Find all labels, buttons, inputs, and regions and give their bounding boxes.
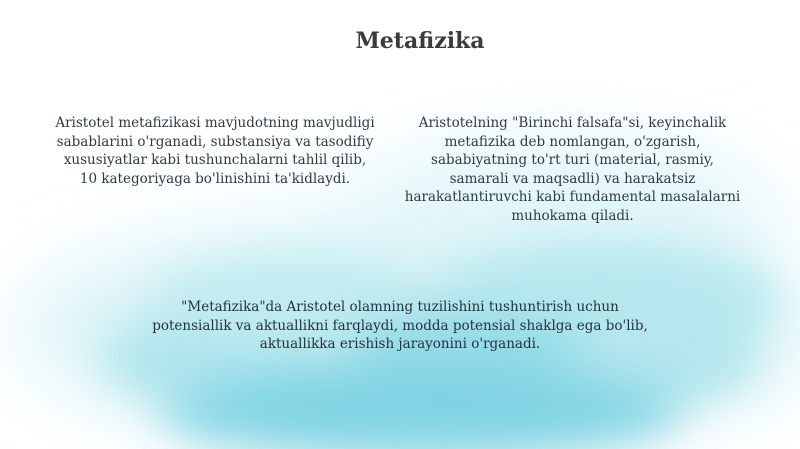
paragraph-right: Aristotelning "Birinchi falsafa"si, keyinchalik metafizika deb nomlangan, o'zgarish, sababiyatning to'rt turi (material, rasmiy, samarali va maqsadli) va harakatsiz harakatlantiruvchi kabi fundamental masalalarni muhokama qiladi. xyxy=(404,115,741,224)
slide-title: Metafizika xyxy=(355,28,485,54)
paragraph-left: Aristotel metafizikasi mavjudotning mavjudligi sabablarini o'rganadi, substansiya va tasodifiy xususiyatlar kabi tushunchalarni tahlil qilib, 10 kategoriyaga bo'linishini ta'kidlaydi. xyxy=(55,115,375,187)
paragraph-bottom: "Metafizika"da Aristotel olamning tuzilishini tushuntirish uchun potensiallik va aktuallikni farqlaydi, modda potensial shaklga ega bo'lib, aktuallikka erishish jarayonini o'rganadi. xyxy=(152,299,648,352)
